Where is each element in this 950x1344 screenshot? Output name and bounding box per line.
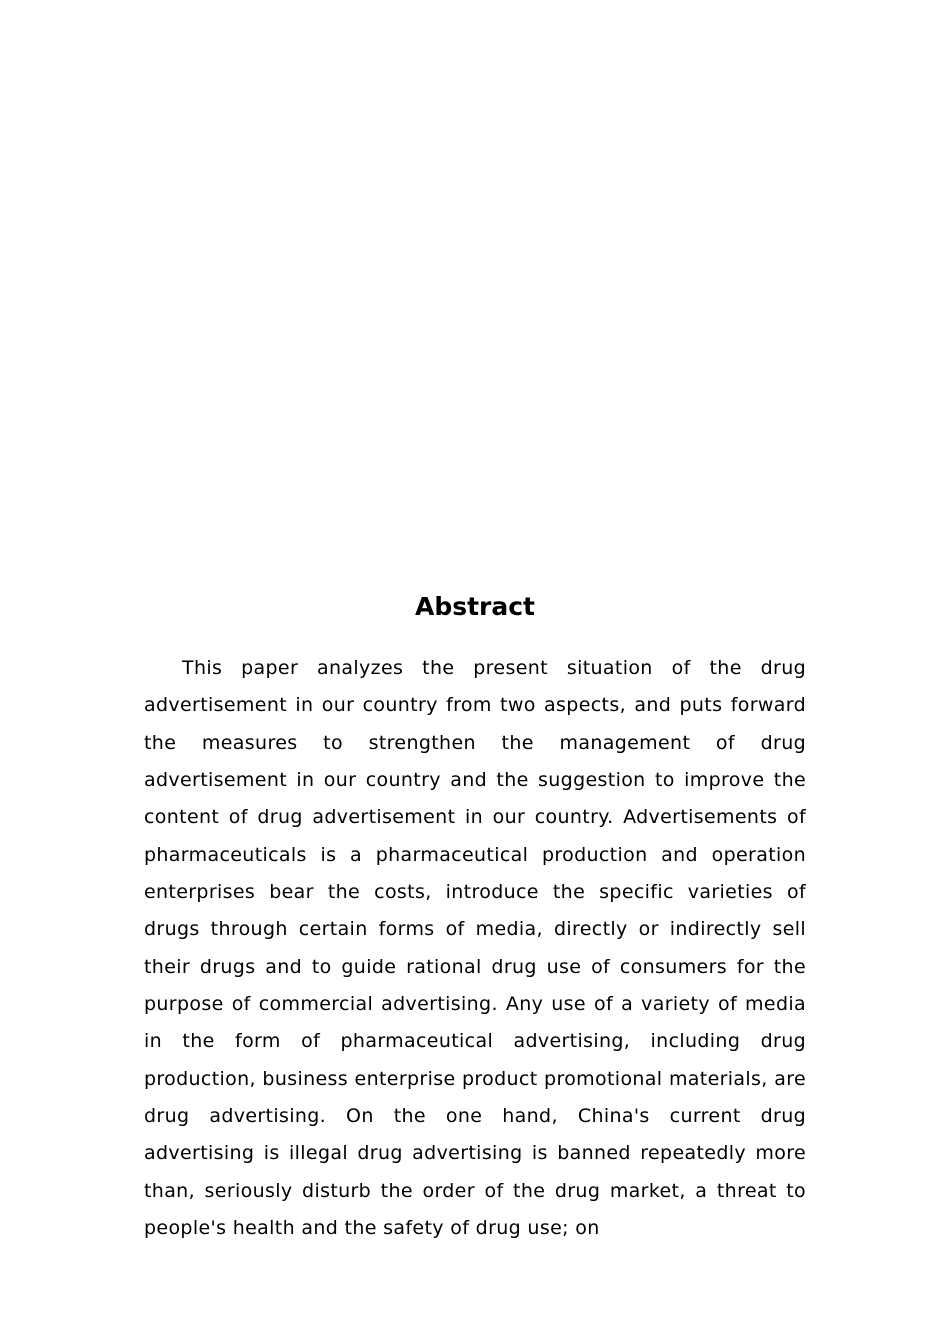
abstract-heading: Abstract [414, 592, 536, 621]
abstract-paragraph: This paper analyzes the present situation of the drug advertisement in our country from two aspects, and puts forward the measures to strengthen the management of drug advertisement in our country and the suggestion to improve the content of drug advertisement in our country. Advertisements of pharmaceuticals is a pharmaceutical production and operation enterprises bear the costs, introduce the specific varieties of drugs through certain forms of media, directly or indirectly sell their drugs and to guide rational drug use of consumers for the purpose of commercial advertising. Any use of a variety of media in the form of pharmaceutical advertising, including drug production, business enterprise product promotional materials, are drug advertising. On the one hand, China's current drug advertising is illegal drug advertising is banned repeatedly more than, seriously disturb the order of the drug market, a threat to people's health and the safety of drug use; on [144, 657, 806, 1240]
